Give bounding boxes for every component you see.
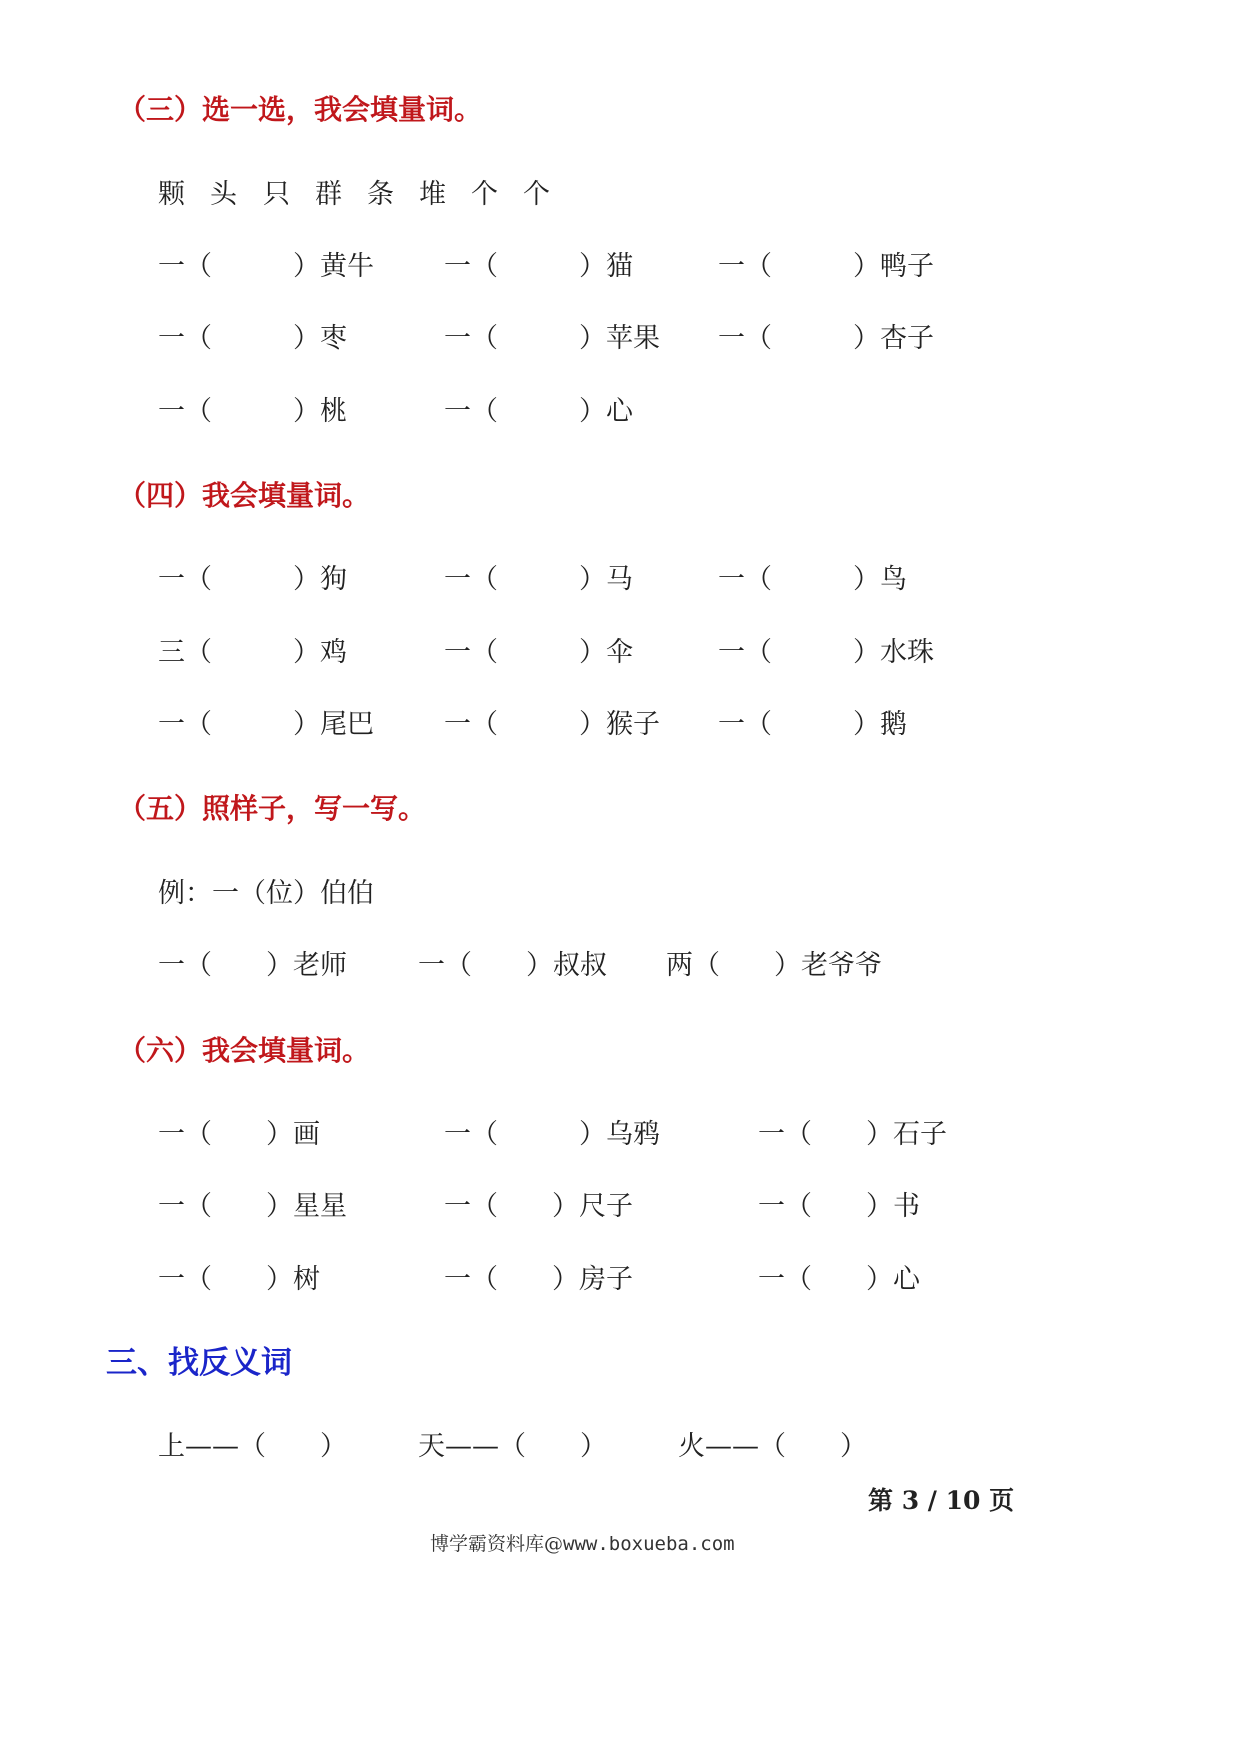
fill-item: 一（ ）马 bbox=[444, 564, 633, 595]
fill-item: 一（ ）猴子 bbox=[444, 709, 660, 740]
fill-item: 一（ ）鹅 bbox=[718, 709, 907, 740]
antonym-item: 上——（ ） bbox=[158, 1431, 347, 1462]
fill-item: 一（ ）树 bbox=[158, 1264, 320, 1295]
word-bank-item: 头 bbox=[210, 179, 237, 210]
antonym-item: 火——（ ） bbox=[678, 1431, 867, 1462]
part-3-heading: 三、找反义词 bbox=[106, 1345, 292, 1381]
fill-item: 一（ ）尺子 bbox=[444, 1191, 633, 1222]
word-bank-item: 颗 bbox=[158, 179, 185, 210]
fill-item: 一（ ）水珠 bbox=[718, 637, 934, 668]
antonym-item: 天——（ ） bbox=[418, 1431, 607, 1462]
section-4-heading: （四）我会填量词。 bbox=[118, 479, 371, 512]
fill-item: 一（ ）杏子 bbox=[718, 323, 934, 354]
word-bank-item: 堆 bbox=[419, 179, 446, 210]
fill-item: 一（ ）房子 bbox=[444, 1264, 633, 1295]
fill-item: 一（ ）画 bbox=[158, 1119, 320, 1150]
fill-item: 一（ ）鸭子 bbox=[718, 251, 934, 282]
fill-item: 一（ ）尾巴 bbox=[158, 709, 374, 740]
word-bank-item: 只 bbox=[263, 179, 290, 210]
word-bank-item: 个 bbox=[523, 179, 550, 210]
page-number: 第 3 / 10 页 bbox=[868, 1486, 1015, 1515]
fill-item: 一（ ）苹果 bbox=[444, 323, 660, 354]
fill-item: 一（ ）老师 bbox=[158, 950, 347, 981]
word-bank-item: 个 bbox=[471, 179, 498, 210]
fill-item: 一（ ）石子 bbox=[758, 1119, 947, 1150]
word-bank-item: 条 bbox=[367, 179, 394, 210]
fill-item: 一（ ）书 bbox=[758, 1191, 920, 1222]
fill-item: 一（ ）鸟 bbox=[718, 564, 907, 595]
site-url: www.boxueba.com bbox=[563, 1533, 735, 1555]
fill-item: 一（ ）狗 bbox=[158, 564, 347, 595]
section-3-heading: （三）选一选，我会填量词。 bbox=[118, 93, 483, 126]
section-5-heading: （五）照样子，写一写。 bbox=[118, 792, 427, 825]
fill-item: 一（ ）星星 bbox=[158, 1191, 347, 1222]
fill-item: 一（ ）伞 bbox=[444, 637, 633, 668]
fill-item: 一（ ）枣 bbox=[158, 323, 347, 354]
fill-item: 一（ ）心 bbox=[758, 1264, 920, 1295]
fill-item: 一（ ）叔叔 bbox=[418, 950, 607, 981]
fill-item: 两（ ）老爷爷 bbox=[666, 950, 882, 981]
fill-item: 一（ ）黄牛 bbox=[158, 251, 374, 282]
fill-item: 一（ ）猫 bbox=[444, 251, 633, 282]
word-bank-item: 群 bbox=[315, 179, 342, 210]
example-line: 例：一（位）伯伯 bbox=[158, 878, 374, 909]
fill-item: 一（ ）心 bbox=[444, 396, 633, 427]
site-watermark bbox=[430, 1535, 735, 1554]
fill-item: 三（ ）鸡 bbox=[158, 637, 347, 668]
site-name: 博学霸资料库@ bbox=[430, 1533, 564, 1555]
fill-item: 一（ ）乌鸦 bbox=[444, 1119, 660, 1150]
section-6-heading: （六）我会填量词。 bbox=[118, 1034, 371, 1067]
fill-item: 一（ ）桃 bbox=[158, 396, 347, 427]
